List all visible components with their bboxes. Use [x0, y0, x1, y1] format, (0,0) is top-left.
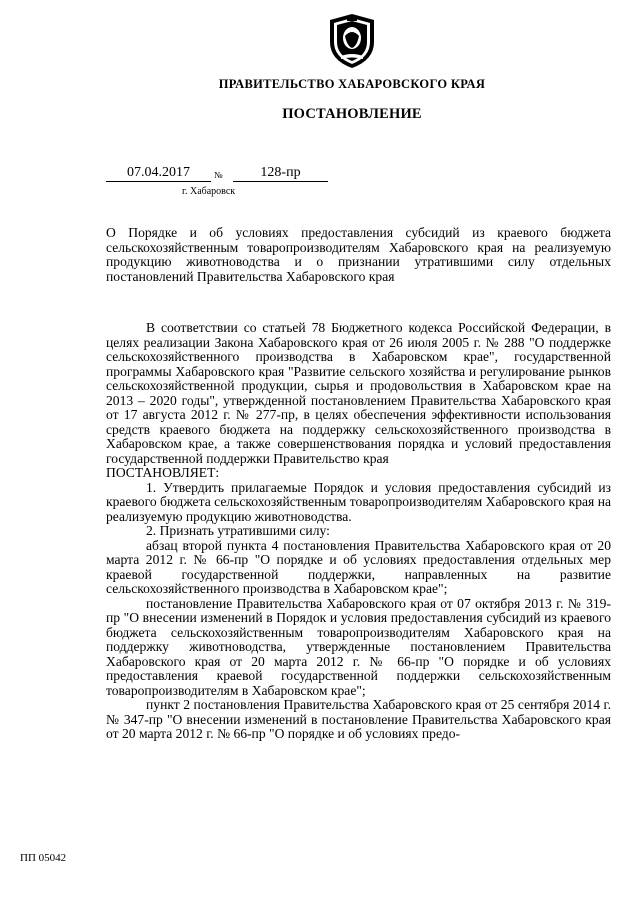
- document-kind: ПОСТАНОВЛЕНИЕ: [282, 106, 422, 122]
- item-2-paragraph: 2. Признать утратившими силу:: [146, 523, 330, 538]
- item-2a-paragraph: абзац второй пункта 4 постановления Правительства Хабаровского края от 20 марта 2012 г. № 66-пр "О порядке и об условиях предоставления отдельных мер краевой государственной поддержки, направленных на развитие сельскохозяйственного производства в Хабаровском крае";: [106, 537, 611, 596]
- document-subject: О Порядке и об условиях предоставления субсидий из краевого бюджета сельскохозяйственным товаропроизводителям Хабаровского края на реализуемую продукцию животноводства и о признании утратившими силу отдельных постановлений Правительства Хабаровского края: [106, 225, 611, 284]
- registration-number-sign: №: [214, 170, 223, 180]
- item-2c-paragraph: пункт 2 постановления Правительства Хабаровского края от 25 сентября 2014 г. № 347-пр "О внесении изменений в постановление Правительства Хабаровского края от 20 марта 2012 г. № 66-пр "О порядке и об условиях предо-: [106, 697, 611, 741]
- registration-number: 128-пр: [233, 165, 328, 182]
- resolves-heading: ПОСТАНОВЛЯЕТ:: [106, 465, 220, 480]
- preamble-paragraph: В соответствии со статьей 78 Бюджетного кодекса Российской Федерации, в целях реализации Закона Хабаровского края от 26 июля 2005 г. № 288 "О поддержке сельскохозяйственного производства в Хабаровском крае", государственной программы Хабаровского края "Развитие сельского хозяйства и регулирование рынков сельскохозяйственной продукции, сырья и продовольствия в Хабаровском крае на 2013 – 2020 годы", утвержденной постановлением Правительства Хабаровского края от 17 августа 2012 г. № 277-пр, в целях обеспечения эффективности использования средств краевого бюджета на поддержку сельскохозяйственного производства в Хабаровском крае, а также совершенствования порядка и условий предоставления государственной поддержки Правительство края: [106, 320, 611, 466]
- government-name: ПРАВИТЕЛЬСТВО ХАБАРОВСКОГО КРАЯ: [218, 77, 486, 91]
- document-body: [106, 321, 611, 742]
- coat-of-arms-icon: [327, 12, 377, 70]
- footer-document-code: ПП 05042: [20, 852, 67, 864]
- item-2b-paragraph: постановление Правительства Хабаровского края от 07 октября 2013 г. № 319-пр "О внесении изменений в Порядок и условия предоставления субсидий из краевого бюджета сельскохозяйственным товаропроизводителям Хабаровского края на поддержку животноводства, утвержденные постановлением Правительства Хабаровского края от 20 марта 2012 г. № 66-пр "О порядке и об условиях предоставления краевой государственной поддержки сельскохозяйственным товаропроизводителям в Хабаровском крае";: [106, 595, 611, 698]
- issue-city: г. Хабаровск: [182, 186, 236, 197]
- item-1-paragraph: 1. Утвердить прилагаемые Порядок и условия предоставления субсидий из краевого бюджета сельскохозяйственным товаропроизводителям Хабаровского края на реализуемую продукцию животноводства.: [106, 479, 611, 524]
- registration-date: 07.04.2017: [106, 165, 211, 182]
